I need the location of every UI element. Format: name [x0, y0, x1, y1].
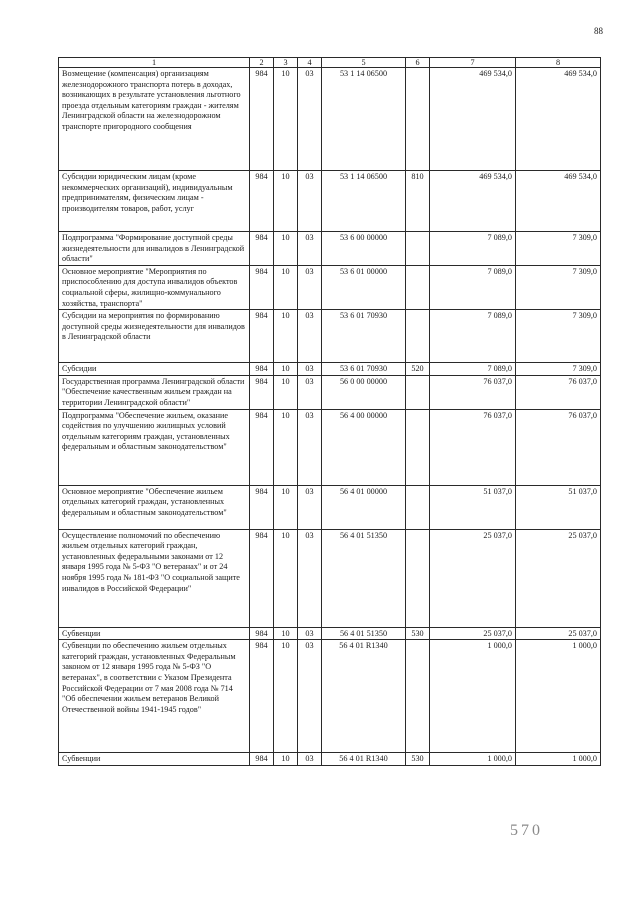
- cell-c7: 76 037,0: [430, 375, 516, 409]
- row-description: Субсидии на мероприятия по формированию доступной среды жизнедеятельности для инвалидов в Ленинградской области: [59, 310, 250, 363]
- cell-c5: 56 4 01 00000: [322, 485, 406, 529]
- cell-c3: 10: [274, 409, 298, 485]
- budget-table: [58, 57, 601, 766]
- cell-c5: 56 0 00 00000: [322, 375, 406, 409]
- column-header: 3: [274, 58, 298, 68]
- cell-c3: 10: [274, 363, 298, 376]
- table-row: [59, 485, 601, 529]
- row-description: Субсидии юридическим лицам (кроме некоммерческих организаций), индивидуальным предпринимателям, физическим лицам - производителям товаров, работ, услуг: [59, 171, 250, 232]
- cell-c6: [406, 640, 430, 753]
- cell-c2: 984: [250, 310, 274, 363]
- table-row: [59, 265, 601, 309]
- row-description: Субсидии: [59, 363, 250, 376]
- cell-c7: 7 089,0: [430, 265, 516, 309]
- column-header: 5: [322, 58, 406, 68]
- row-description: Субвенции: [59, 627, 250, 640]
- cell-c7: 25 037,0: [430, 627, 516, 640]
- cell-c6: 530: [406, 627, 430, 640]
- cell-c7: 51 037,0: [430, 485, 516, 529]
- cell-c3: 10: [274, 375, 298, 409]
- cell-c6: 810: [406, 171, 430, 232]
- cell-c7: 7 089,0: [430, 363, 516, 376]
- table-row: [59, 627, 601, 640]
- cell-c5: 53 6 01 00000: [322, 265, 406, 309]
- row-description: Основное мероприятие "Мероприятия по приспособлению для доступа инвалидов объектов социальной сферы, жилищно-коммунального хозяйства, транспорта": [59, 265, 250, 309]
- cell-c3: 10: [274, 68, 298, 171]
- cell-c8: 469 534,0: [516, 171, 601, 232]
- cell-c3: 10: [274, 627, 298, 640]
- cell-c8: 7 309,0: [516, 363, 601, 376]
- column-header: 7: [430, 58, 516, 68]
- row-description: Основное мероприятие "Обеспечение жильем отдельных категорий граждан, установленных федеральным и областным законодательством": [59, 485, 250, 529]
- cell-c4: 03: [298, 409, 322, 485]
- cell-c5: 56 4 01 51350: [322, 529, 406, 627]
- cell-c2: 984: [250, 171, 274, 232]
- header-row: [59, 58, 601, 68]
- cell-c3: 10: [274, 171, 298, 232]
- table-row: [59, 375, 601, 409]
- table-row: [59, 753, 601, 766]
- cell-c6: 530: [406, 753, 430, 766]
- page-number: 88: [594, 26, 603, 36]
- cell-c3: 10: [274, 485, 298, 529]
- cell-c8: 7 309,0: [516, 310, 601, 363]
- cell-c2: 984: [250, 409, 274, 485]
- table-row: [59, 310, 601, 363]
- cell-c8: 1 000,0: [516, 753, 601, 766]
- cell-c4: 03: [298, 640, 322, 753]
- cell-c8: 51 037,0: [516, 485, 601, 529]
- cell-c8: 25 037,0: [516, 529, 601, 627]
- table-row: [59, 68, 601, 171]
- archive-stamp: 570: [510, 822, 543, 839]
- cell-c2: 984: [250, 232, 274, 266]
- cell-c8: 7 309,0: [516, 232, 601, 266]
- row-description: Осуществление полномочий по обеспечению жильем отдельных категорий граждан, установленных федеральными законами от 12 января 1995 года № 5-ФЗ "О ветеранах" и от 24 ноября 1995 года № 181-ФЗ "О социальной защите инвалидов в Российской Федерации": [59, 529, 250, 627]
- cell-c3: 10: [274, 310, 298, 363]
- cell-c7: 469 534,0: [430, 171, 516, 232]
- cell-c4: 03: [298, 529, 322, 627]
- column-header: 2: [250, 58, 274, 68]
- cell-c6: [406, 68, 430, 171]
- cell-c6: [406, 529, 430, 627]
- cell-c3: 10: [274, 232, 298, 266]
- row-description: Возмещение (компенсация) организациям железнодорожного транспорта потерь в доходах, возникающих в результате установления льготного проезда отдельным категориям граждан - жителям Ленинградской области на железнодорожном транспорте пригородного сообщения: [59, 68, 250, 171]
- cell-c2: 984: [250, 375, 274, 409]
- cell-c2: 984: [250, 265, 274, 309]
- cell-c5: 53 1 14 06500: [322, 68, 406, 171]
- cell-c6: [406, 409, 430, 485]
- cell-c8: 7 309,0: [516, 265, 601, 309]
- cell-c7: 469 534,0: [430, 68, 516, 171]
- cell-c4: 03: [298, 171, 322, 232]
- cell-c5: 53 1 14 06500: [322, 171, 406, 232]
- cell-c2: 984: [250, 753, 274, 766]
- row-description: Подпрограмма "Формирование доступной среды жизнедеятельности для инвалидов в Ленинградской области": [59, 232, 250, 266]
- cell-c2: 984: [250, 640, 274, 753]
- cell-c5: 53 6 00 00000: [322, 232, 406, 266]
- row-description: Субвенции по обеспечению жильем отдельных категорий граждан, установленных Федеральным законом от 12 января 1995 года № 5-ФЗ "О ветеранах", в соответствии с Указом Президента Российской Федерации от 7 мая 2008 года № 714 "Об обеспечении жильем ветеранов Великой Отечественной войны 1941-1945 годов": [59, 640, 250, 753]
- cell-c5: 56 4 00 00000: [322, 409, 406, 485]
- cell-c4: 03: [298, 375, 322, 409]
- cell-c6: [406, 265, 430, 309]
- table-row: [59, 232, 601, 266]
- cell-c7: 1 000,0: [430, 753, 516, 766]
- column-header: 4: [298, 58, 322, 68]
- cell-c7: 1 000,0: [430, 640, 516, 753]
- cell-c4: 03: [298, 310, 322, 363]
- table-row: [59, 363, 601, 376]
- cell-c4: 03: [298, 485, 322, 529]
- cell-c6: [406, 485, 430, 529]
- column-header: 8: [516, 58, 601, 68]
- cell-c6: [406, 310, 430, 363]
- column-header: 1: [59, 58, 250, 68]
- cell-c4: 03: [298, 68, 322, 171]
- cell-c5: 56 4 01 51350: [322, 627, 406, 640]
- cell-c3: 10: [274, 529, 298, 627]
- cell-c7: 7 089,0: [430, 232, 516, 266]
- cell-c8: 76 037,0: [516, 375, 601, 409]
- cell-c2: 984: [250, 68, 274, 171]
- cell-c2: 984: [250, 485, 274, 529]
- table-row: [59, 409, 601, 485]
- cell-c4: 03: [298, 232, 322, 266]
- cell-c7: 25 037,0: [430, 529, 516, 627]
- cell-c5: 53 6 01 70930: [322, 310, 406, 363]
- cell-c3: 10: [274, 753, 298, 766]
- row-description: Субвенции: [59, 753, 250, 766]
- cell-c5: 53 6 01 70930: [322, 363, 406, 376]
- cell-c8: 469 534,0: [516, 68, 601, 171]
- cell-c2: 984: [250, 627, 274, 640]
- row-description: Государственная программа Ленинградской области "Обеспечение качественным жильем граждан на территории Ленинградской области": [59, 375, 250, 409]
- cell-c3: 10: [274, 265, 298, 309]
- cell-c8: 25 037,0: [516, 627, 601, 640]
- row-description: Подпрограмма "Обеспечение жильем, оказание содействия по улучшению жилищных условий отдельным категориям граждан, установленных федеральным и областным законодательством": [59, 409, 250, 485]
- table-row: [59, 640, 601, 753]
- cell-c4: 03: [298, 753, 322, 766]
- table-row: [59, 529, 601, 627]
- cell-c2: 984: [250, 363, 274, 376]
- cell-c4: 03: [298, 627, 322, 640]
- cell-c4: 03: [298, 363, 322, 376]
- column-header: 6: [406, 58, 430, 68]
- cell-c5: 56 4 01 R1340: [322, 753, 406, 766]
- cell-c4: 03: [298, 265, 322, 309]
- cell-c6: 520: [406, 363, 430, 376]
- cell-c8: 76 037,0: [516, 409, 601, 485]
- cell-c2: 984: [250, 529, 274, 627]
- cell-c3: 10: [274, 640, 298, 753]
- cell-c5: 56 4 01 R1340: [322, 640, 406, 753]
- cell-c6: [406, 375, 430, 409]
- cell-c7: 7 089,0: [430, 310, 516, 363]
- table-row: [59, 171, 601, 232]
- cell-c8: 1 000,0: [516, 640, 601, 753]
- cell-c6: [406, 232, 430, 266]
- cell-c7: 76 037,0: [430, 409, 516, 485]
